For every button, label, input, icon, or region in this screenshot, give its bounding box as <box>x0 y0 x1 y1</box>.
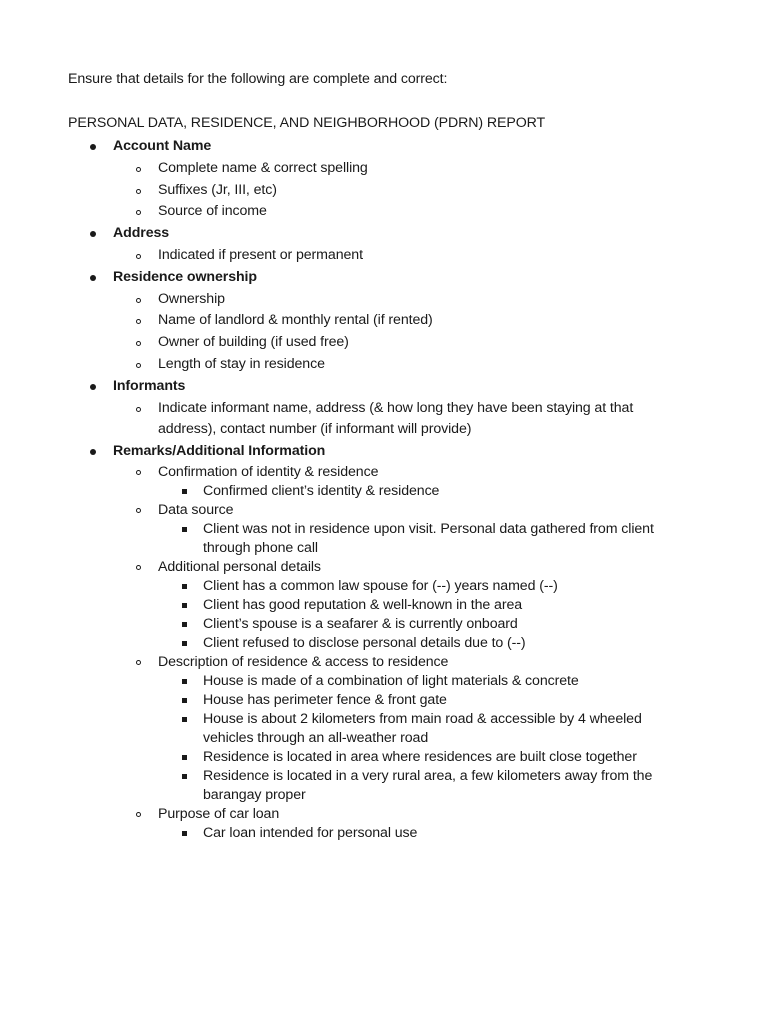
list-item-row <box>0 289 768 311</box>
list-item-row <box>0 245 768 267</box>
list-item <box>0 180 768 202</box>
list-item <box>0 558 768 653</box>
bullet-circle-icon <box>136 812 141 817</box>
bullet-circle-icon <box>136 470 141 475</box>
section-heading-row <box>0 223 768 245</box>
sub-list-item <box>0 482 768 501</box>
sub-list-item-row <box>0 748 768 767</box>
list-item <box>0 463 768 501</box>
sub-list-item-text: Client refused to disclose personal details due to (--) <box>203 634 526 651</box>
sub-list-item-row <box>0 577 768 596</box>
section-heading-row <box>0 267 768 289</box>
bullet-square-icon <box>182 679 187 684</box>
sub-sub-list <box>0 520 768 558</box>
bullet-disc-icon <box>90 449 96 455</box>
section-heading-row <box>0 441 768 463</box>
sub-list-item <box>0 824 768 843</box>
list-item <box>0 310 768 332</box>
bullet-circle-icon <box>136 363 141 368</box>
sub-list-item-text: Confirmed client’s identity & residence <box>203 482 440 499</box>
list-item <box>0 289 768 311</box>
bullet-square-icon <box>182 489 187 494</box>
sub-list-item-row <box>0 520 768 558</box>
list-item-text: Description of residence & access to residence <box>158 653 449 670</box>
list-item-text: Confirmation of identity & residence <box>158 463 379 480</box>
sub-list-item-row <box>0 634 768 653</box>
section-heading: Informants <box>113 377 186 394</box>
bullet-circle-icon <box>136 660 141 665</box>
sub-list-item-text: Residence is located in a very rural area, a few kilometers away from the barangay proper <box>203 767 653 803</box>
sub-list-item-text: House is made of a combination of light materials & concrete <box>203 672 579 689</box>
list-item-row <box>0 501 768 520</box>
section-heading: Account Name <box>113 138 212 154</box>
list-item-text: Indicate informant name, address (& how long they have been staying at that address), contact number (if informant will provide) <box>158 399 634 438</box>
section-list <box>0 136 768 843</box>
section-heading: Residence ownership <box>113 268 257 285</box>
sub-list-item <box>0 767 768 805</box>
sub-sub-list <box>0 577 768 653</box>
bullet-square-icon <box>182 527 187 532</box>
sub-list-item-text: Client has good reputation & well-known in the area <box>203 596 523 613</box>
sub-list-item-text: Client’s spouse is a seafarer & is currently onboard <box>203 615 518 632</box>
sub-list-item-text: House has perimeter fence & front gate <box>203 691 447 708</box>
bullet-disc-icon <box>90 144 96 150</box>
bullet-disc-icon <box>90 275 96 281</box>
list-item-text: Suffixes (Jr, III, etc) <box>158 181 277 198</box>
sub-list-item-text: Car loan intended for personal use <box>203 824 418 841</box>
bullet-square-icon <box>182 622 187 627</box>
bullet-disc-icon <box>90 231 96 237</box>
bullet-square-icon <box>182 717 187 722</box>
sub-list-item-text: Client was not in residence upon visit. Personal data gathered from client through phone call <box>203 520 654 556</box>
sub-list-item <box>0 710 768 748</box>
list-item-row <box>0 180 768 202</box>
list-item-text: Owner of building (if used free) <box>158 334 349 351</box>
sub-list-item <box>0 634 768 653</box>
bullet-circle-icon <box>136 565 141 570</box>
report-title: PERSONAL DATA, RESIDENCE, AND NEIGHBORHOOD (PDRN) REPORT <box>68 115 546 131</box>
sub-list <box>0 245 768 267</box>
sub-list-item-text: Client has a common law spouse for (--) years named (--) <box>203 577 558 594</box>
sub-list-item <box>0 596 768 615</box>
list-item <box>0 245 768 267</box>
sub-list-item <box>0 691 768 710</box>
section-item <box>0 376 768 441</box>
sub-list-item-row <box>0 710 768 748</box>
sub-list-item <box>0 615 768 634</box>
sub-list-item-row <box>0 596 768 615</box>
list-item-row <box>0 805 768 824</box>
section-item <box>0 267 768 376</box>
sub-list-item-text: House is about 2 kilometers from main road & accessible by 4 wheeled vehicles through an all-weather road <box>203 710 642 746</box>
list-item-row <box>0 354 768 376</box>
section-item <box>0 441 768 843</box>
list-item-row <box>0 332 768 354</box>
section-heading-row <box>0 136 768 158</box>
list-item <box>0 158 768 180</box>
list-item-row <box>0 463 768 482</box>
list-item <box>0 398 768 442</box>
sub-list <box>0 289 768 376</box>
sub-list-item-row <box>0 482 768 501</box>
intro-text: Ensure that details for the following are complete and correct: <box>68 71 448 87</box>
sub-list <box>0 158 768 223</box>
bullet-circle-icon <box>136 189 141 194</box>
sub-sub-list <box>0 672 768 805</box>
list-item-row <box>0 558 768 577</box>
list-item-text: Additional personal details <box>158 558 321 575</box>
list-item-text: Data source <box>158 501 234 518</box>
section-heading-row <box>0 376 768 398</box>
sub-list-item-row <box>0 615 768 634</box>
list-item-text: Ownership <box>158 290 225 307</box>
list-item <box>0 501 768 558</box>
bullet-square-icon <box>182 831 187 836</box>
sub-sub-list <box>0 824 768 843</box>
sub-list-item-row <box>0 691 768 710</box>
bullet-circle-icon <box>136 210 141 215</box>
sub-list <box>0 463 768 843</box>
bullet-disc-icon <box>90 384 96 390</box>
bullet-circle-icon <box>136 167 141 172</box>
bullet-square-icon <box>182 698 187 703</box>
sub-list-item-row <box>0 824 768 843</box>
section-item <box>0 136 768 223</box>
list-item-text: Length of stay in residence <box>158 355 325 372</box>
list-item <box>0 805 768 843</box>
sub-list-item <box>0 577 768 596</box>
bullet-square-icon <box>182 584 187 589</box>
list-item-row <box>0 653 768 672</box>
list-item-text: Purpose of car loan <box>158 805 280 822</box>
bullet-square-icon <box>182 774 187 779</box>
list-item <box>0 354 768 376</box>
list-item-text: Source of income <box>158 203 267 220</box>
bullet-square-icon <box>182 603 187 608</box>
list-item <box>0 332 768 354</box>
list-item <box>0 653 768 805</box>
bullet-circle-icon <box>136 407 141 412</box>
section-item <box>0 223 768 267</box>
sub-list-item-text: Residence is located in area where residences are built close together <box>203 748 637 765</box>
sub-list <box>0 398 768 442</box>
bullet-circle-icon <box>136 298 141 303</box>
sub-list-item <box>0 748 768 767</box>
list-item-text: Indicated if present or permanent <box>158 246 363 263</box>
list-item-row <box>0 398 768 442</box>
sub-list-item <box>0 672 768 691</box>
sub-list-item <box>0 520 768 558</box>
bullet-square-icon <box>182 755 187 760</box>
sub-sub-list <box>0 482 768 501</box>
list-item-text: Name of landlord & monthly rental (if rented) <box>158 312 433 329</box>
list-item-row <box>0 158 768 180</box>
sub-list-item-row <box>0 767 768 805</box>
list-item-text: Complete name & correct spelling <box>158 159 368 176</box>
list-item-row <box>0 310 768 332</box>
bullet-circle-icon <box>136 508 141 513</box>
section-heading: Remarks/Additional Information <box>113 443 326 460</box>
list-item <box>0 201 768 223</box>
bullet-circle-icon <box>136 254 141 259</box>
bullet-circle-icon <box>136 319 141 324</box>
bullet-circle-icon <box>136 341 141 346</box>
list-item-row <box>0 201 768 223</box>
section-heading: Address <box>113 225 170 242</box>
bullet-square-icon <box>182 641 187 646</box>
sub-list-item-row <box>0 672 768 691</box>
